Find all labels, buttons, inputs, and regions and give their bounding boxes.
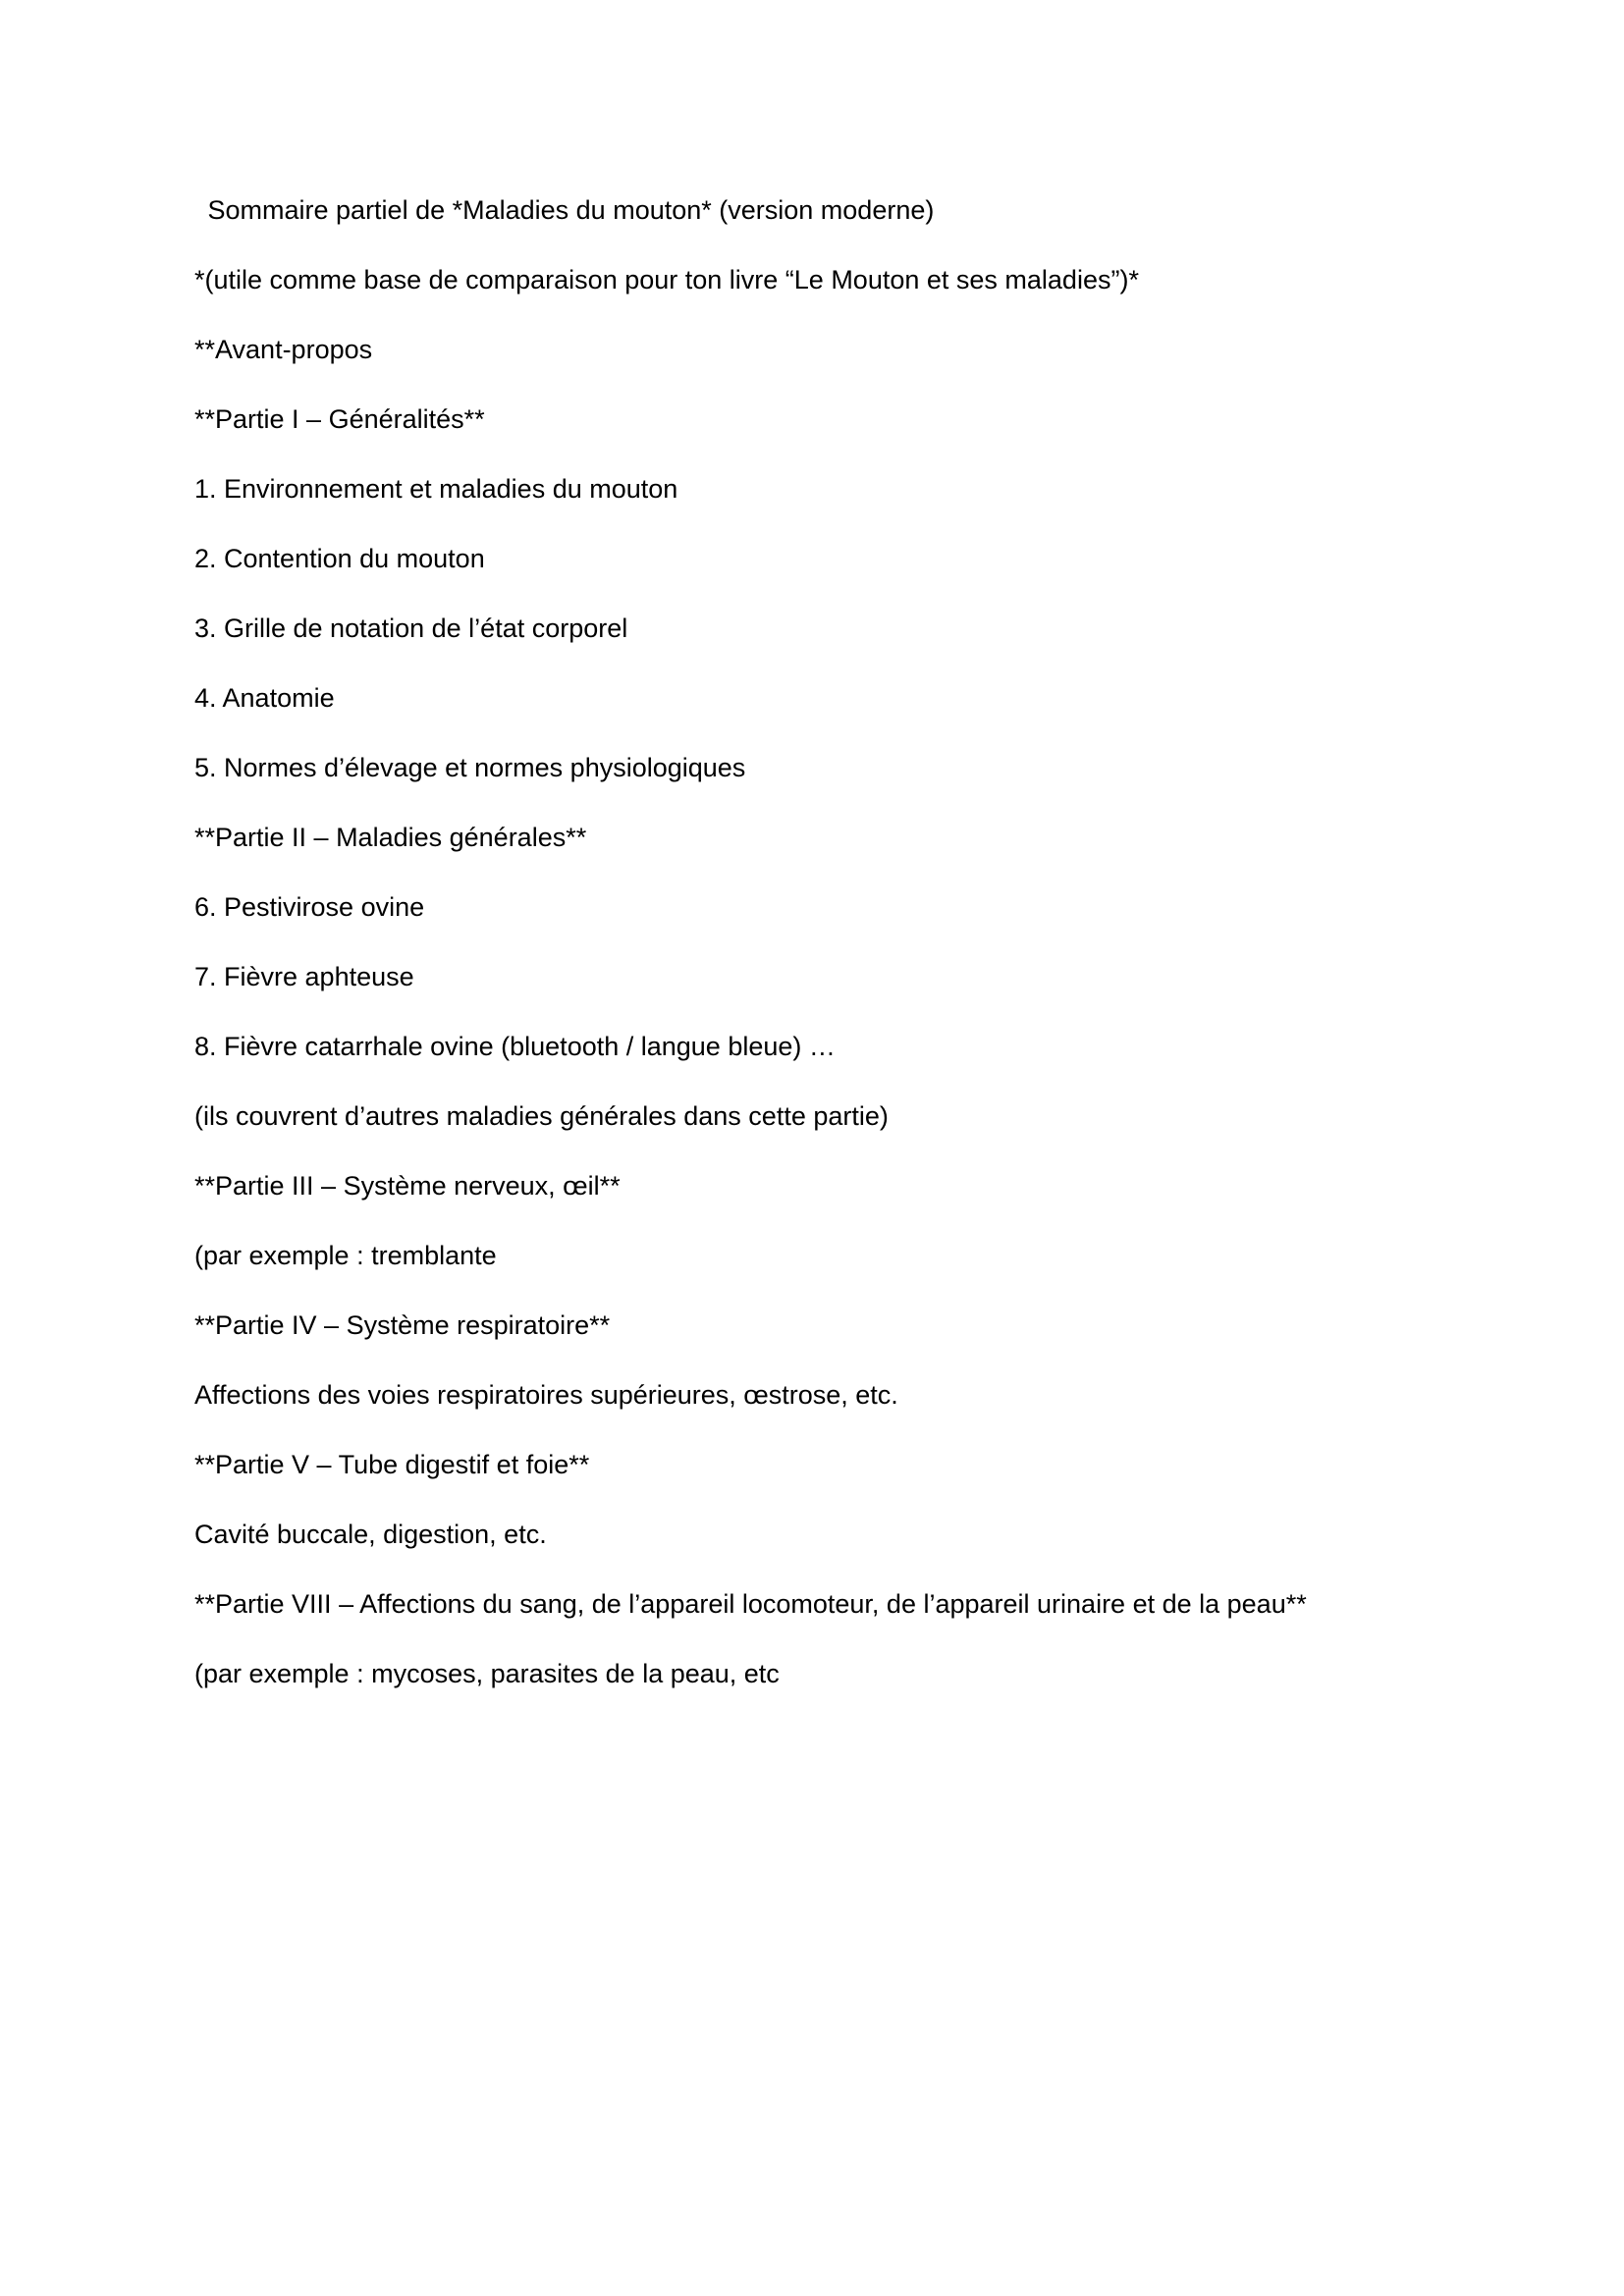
chapter-line: 7. Fièvre aphteuse xyxy=(194,962,414,991)
chapter-line: 1. Environnement et maladies du mouton xyxy=(194,474,678,504)
part-heading: **Partie I – Généralités** xyxy=(194,404,485,434)
part-heading: **Partie V – Tube digestif et foie** xyxy=(194,1450,590,1479)
chapter-line: 2. Contention du mouton xyxy=(194,544,485,573)
part-heading: **Partie IV – Système respiratoire** xyxy=(194,1310,611,1340)
chapter-line: 3. Grille de notation de l’état corporel xyxy=(194,614,628,643)
chapter-line: 4. Anatomie xyxy=(194,683,335,713)
document-body xyxy=(194,192,1471,1726)
document-subtitle: *(utile comme base de comparaison pour ton livre “Le Mouton et ses maladies”)* xyxy=(194,265,1139,294)
note-line: (par exemple : mycoses, parasites de la peau, etc xyxy=(194,1659,780,1688)
chapter-line: 8. Fièvre catarrhale ovine (bluetooth / langue bleue) … xyxy=(194,1032,836,1061)
note-line: (ils couvrent d’autres maladies générales dans cette partie) xyxy=(194,1101,889,1131)
chapter-line: 6. Pestivirose ovine xyxy=(194,892,425,922)
document-title: Sommaire partiel de *Maladies du mouton* (version moderne) xyxy=(200,195,935,225)
front-matter-line: **Avant-propos xyxy=(194,335,373,364)
part-heading: **Partie II – Maladies générales** xyxy=(194,823,587,852)
note-line: Cavité buccale, digestion, etc. xyxy=(194,1520,547,1549)
part-heading: **Partie VIII – Affections du sang, de l’appareil locomoteur, de l’appareil urinaire et de la peau** xyxy=(194,1589,1307,1619)
note-line: (par exemple : tremblante xyxy=(194,1241,497,1270)
part-heading: **Partie III – Système nerveux, œil** xyxy=(194,1171,621,1201)
chapter-line: 5. Normes d’élevage et normes physiologiques xyxy=(194,753,746,782)
note-line: Affections des voies respiratoires supérieures, œstrose, etc. xyxy=(194,1380,898,1410)
